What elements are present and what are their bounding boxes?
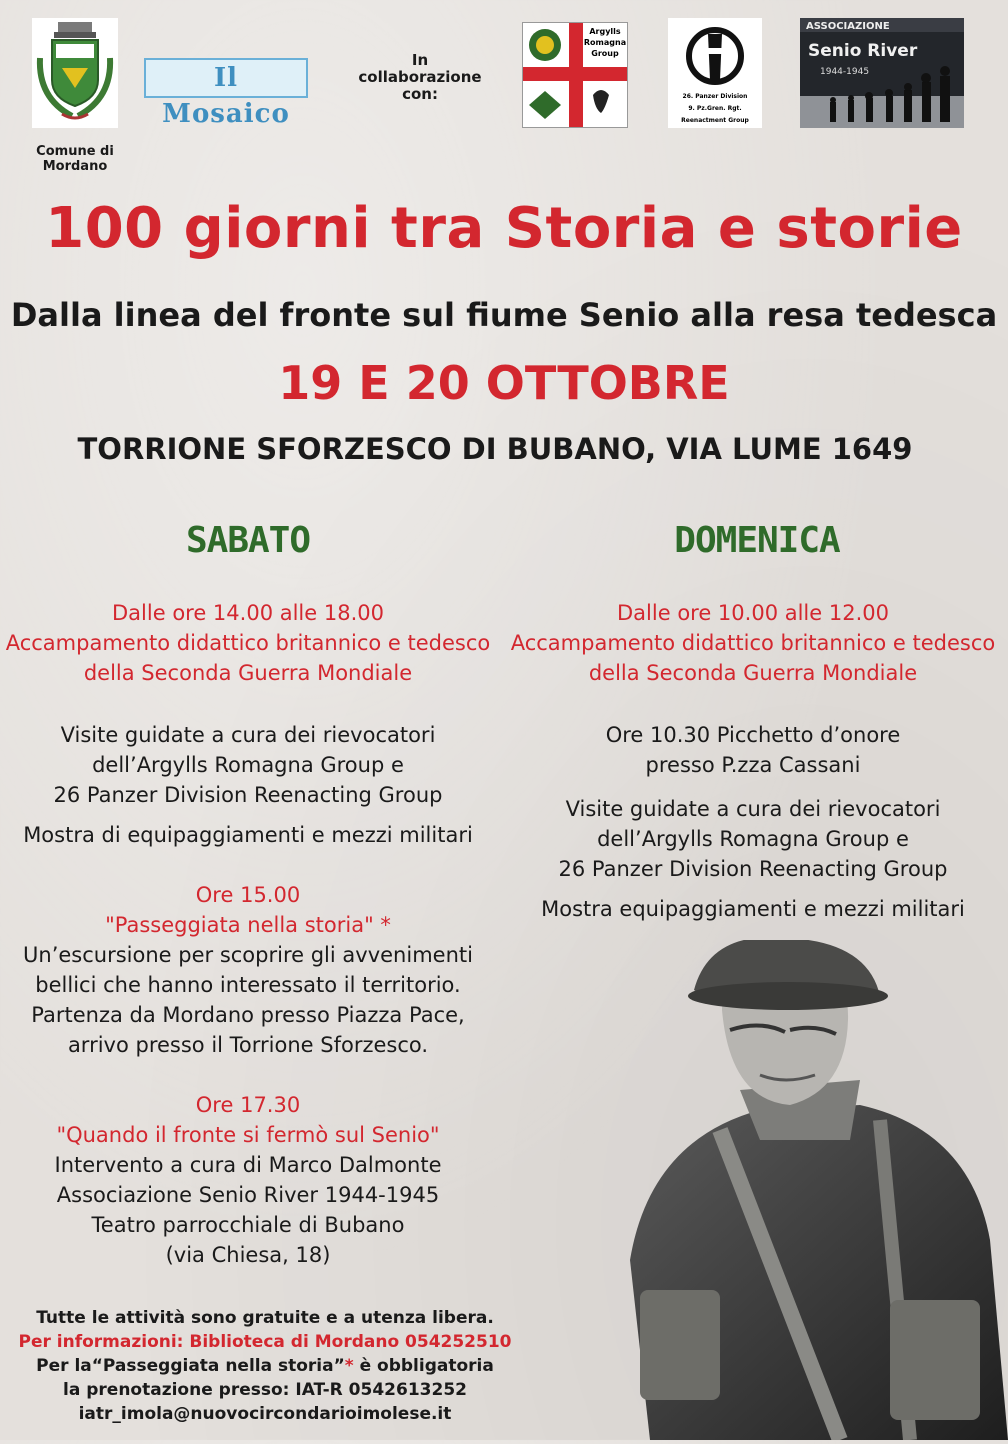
mosaico-logo-text: Il Mosaico (162, 63, 290, 129)
saturday-talk-line: Intervento a cura di Marco Dalmonte (54, 1153, 442, 1177)
senio-logo-text: ASSOCIAZIONE (806, 21, 890, 32)
sunday-camp-line: della Seconda Guerra Mondiale (588, 661, 918, 685)
collab-line: In (411, 51, 429, 69)
saturday-heading: SABATO (185, 520, 311, 561)
saturday-walk-time: Ore 15.00 (195, 883, 301, 907)
senio-logo-text: Senio River (808, 41, 918, 61)
saturday-walk-line: arrivo presso il Torrione Sforzesco. (67, 1033, 429, 1057)
footer-line: la prenotazione presso: IAT-R 0542613252 (63, 1380, 467, 1400)
footer-info (0, 1306, 530, 1426)
argylls-romagna-group-logo (522, 22, 628, 128)
panzer-logo-text: 26. Panzer Division (682, 93, 748, 100)
footer-line (0, 1354, 530, 1378)
saturday-visits-line: Visite guidate a cura dei rievocatori (60, 723, 436, 747)
saturday-talk-line: Associazione Senio River 1944-1945 (56, 1183, 440, 1207)
saturday-walk-block (0, 880, 496, 1060)
event-title: 100 giorni tra Storia e storie (45, 196, 963, 261)
saturday-camp-block (0, 598, 496, 688)
footer-line-part: è obbligatoria (353, 1356, 494, 1376)
sunday-camp-line: Accampamento didattico britannico e tedesco (510, 631, 996, 655)
comune-label-line: Mordano (42, 159, 108, 174)
saturday-walk-line: bellici che hanno interessato il territorio. (35, 973, 461, 997)
sunday-honor-line: Ore 10.30 Picchetto d’onore (605, 723, 901, 747)
sunday-visits-line: 26 Panzer Division Reenacting Group (558, 857, 948, 881)
sunday-exhibit: Mostra equipaggiamenti e mezzi militari (541, 897, 965, 921)
saturday-talk-time: Ore 17.30 (195, 1093, 301, 1117)
argylls-logo-text: Argylls (589, 27, 621, 36)
collaboration-label (340, 52, 500, 103)
collab-line: collaborazione (358, 68, 482, 86)
saturday-walk-line: Partenza da Mordano presso Piazza Pace, (31, 1003, 465, 1027)
sunday-visits-block (508, 794, 998, 884)
saturday-walk-title: "Passeggiata nella storia" * (105, 913, 391, 937)
panzer-division-reenactment-logo (668, 18, 762, 128)
collab-line: con: (402, 85, 438, 103)
senio-logo-text: 1944-1945 (820, 67, 870, 77)
footer-line-part: Per la“Passeggiata nella storia” (36, 1356, 345, 1376)
associazione-senio-river-logo (800, 18, 964, 128)
saturday-camp-time: Dalle ore 14.00 alle 18.00 (112, 601, 384, 625)
saturday-visits-block (0, 720, 496, 810)
event-venue: TORRIONE SFORZESCO DI BUBANO, VIA LUME 1649 (77, 432, 913, 466)
panzer-logo-text: Reenactment Group (681, 117, 749, 124)
sunday-heading: DOMENICA (674, 520, 840, 561)
saturday-talk-line: Teatro parrocchiale di Bubano (91, 1213, 405, 1237)
saturday-visits-line: dell’Argylls Romagna Group e (92, 753, 404, 777)
panzer-logo-text: 9. Pz.Gren. Rgt. (688, 105, 742, 112)
sunday-visits-line: Visite guidate a cura dei rievocatori (565, 797, 941, 821)
saturday-talk-title: "Quando il fronte si fermò sul Senio" (56, 1123, 440, 1147)
sunday-visits-line: dell’Argylls Romagna Group e (597, 827, 909, 851)
footer-asterisk: * (344, 1356, 354, 1376)
saturday-camp-line: Accampamento didattico britannico e tedesco (5, 631, 491, 655)
saturday-camp-line: della Seconda Guerra Mondiale (83, 661, 413, 685)
sunday-honor-block (508, 720, 998, 780)
footer-email[interactable]: iatr_imola@nuovocircondarioimolese.it (78, 1404, 452, 1424)
sunday-camp-block (508, 598, 998, 688)
saturday-exhibit: Mostra di equipaggiamenti e mezzi militari (23, 823, 473, 847)
argylls-logo-text: Group (591, 49, 619, 58)
saturday-talk-line: (via Chiesa, 18) (165, 1243, 331, 1267)
sunday-camp-time: Dalle ore 10.00 alle 12.00 (617, 601, 889, 625)
comune-label (20, 144, 130, 174)
soldier-photo (610, 940, 1008, 1440)
saturday-talk-block (0, 1090, 496, 1270)
footer-contact-line: Per informazioni: Biblioteca di Mordano 054252510 (18, 1332, 512, 1352)
sunday-honor-line: presso P.zza Cassani (645, 753, 861, 777)
argylls-logo-text: Romagna (583, 38, 627, 47)
comune-label-line: Comune di (36, 144, 114, 159)
il-mosaico-logo (144, 58, 308, 129)
event-subtitle: Dalla linea del fronte sul fiume Senio alla resa tedesca (10, 296, 998, 334)
comune-coat-of-arms-logo (32, 18, 118, 128)
event-dates: 19 E 20 OTTOBRE (278, 356, 730, 410)
saturday-walk-line: Un’escursione per scoprire gli avvenimenti (23, 943, 473, 967)
footer-line: Tutte le attività sono gratuite e a utenza libera. (36, 1308, 494, 1328)
saturday-visits-line: 26 Panzer Division Reenacting Group (53, 783, 443, 807)
